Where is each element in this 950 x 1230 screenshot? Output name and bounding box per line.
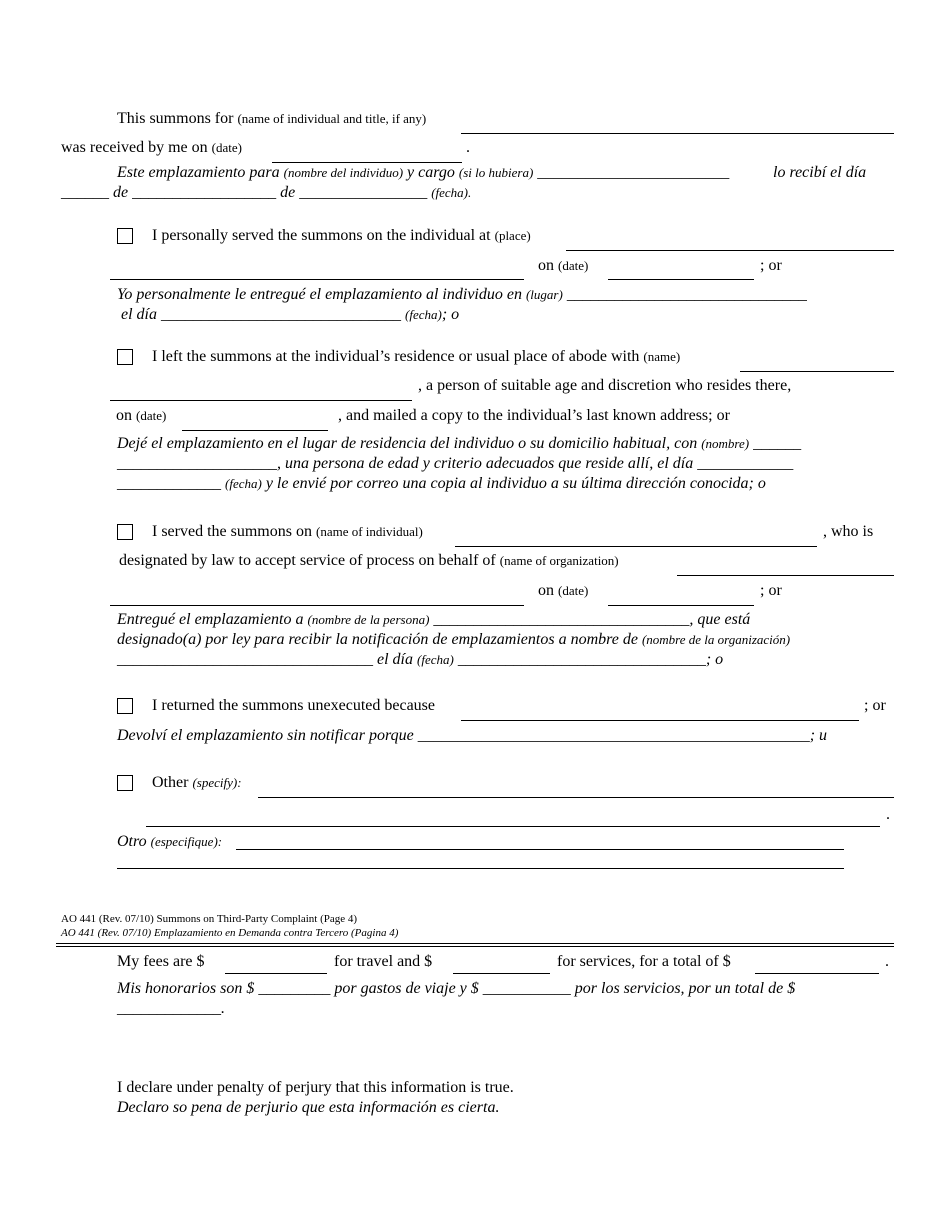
personal-service-checkbox[interactable] [117, 228, 133, 244]
other-label: Other (specify): [152, 774, 242, 791]
section-divider [56, 943, 894, 947]
residence-service-checkbox[interactable] [117, 349, 133, 365]
org-name-field-a[interactable] [677, 575, 894, 576]
residence-name-field-b[interactable] [110, 400, 412, 401]
org-date-field[interactable] [608, 605, 754, 606]
residence-person-text: , a person of suitable age and discretion who resides there, [418, 377, 792, 394]
personal-on-date-label: on (date) [538, 257, 589, 274]
org-on-date-label: on (date) [538, 582, 589, 599]
name-title-field[interactable] [461, 133, 894, 134]
org-service-label: I served the summons on (name of individual) [152, 523, 423, 540]
travel-fee-field[interactable] [225, 973, 327, 974]
place-field-a[interactable] [566, 250, 894, 251]
unexecuted-label: I returned the summons unexecuted because [152, 697, 436, 714]
fees-label: My fees are $ [117, 953, 205, 970]
es-org-line2: designado(a) por ley para recibir la notificación de emplazamientos a nombre de (nombre de la organización) [117, 631, 791, 648]
summons-for-label: This summons for (name of individual and title, if any) [117, 110, 427, 127]
es-unexecuted-line: Devolví el emplazamiento sin notificar porque _________________________________________________; u [117, 727, 828, 744]
es-personal-line2: el día ______________________________ (fecha); o [121, 306, 460, 323]
es-personal-line1: Yo personalmente le entregué el emplazamiento al individuo en (lugar) ______________________________ [117, 286, 807, 303]
personal-service-label: I personally served the summons on the individual at (place) [152, 227, 531, 244]
received-date-field[interactable] [272, 162, 462, 163]
other-specify-field-a[interactable] [258, 797, 894, 798]
other-checkbox[interactable] [117, 775, 133, 791]
residence-date-field[interactable] [182, 430, 328, 431]
es-received-line1: Este emplazamiento para (nombre del individuo) y cargo (si lo hubiera) ________________________ [117, 164, 730, 181]
unexecuted-reason-field[interactable] [461, 720, 859, 721]
es-residence-line2: ____________________, una persona de edad y criterio adecuados que reside allí, el día ____________ [117, 455, 794, 472]
fees-period: . [885, 953, 889, 970]
org-designated-label: designated by law to accept service of process on behalf of (name of organization) [119, 552, 619, 569]
services-fee-field[interactable] [453, 973, 550, 974]
declaration-en: I declare under penalty of perjury that this information is true. [117, 1079, 514, 1096]
received-by-label: was received by me on (date) [61, 139, 242, 156]
fees-travel-label: for travel and $ [334, 953, 433, 970]
residence-name-field-a[interactable] [740, 371, 894, 372]
es-residence-line3: _____________ (fecha) y le envié por correo una copia al individuo a su última dirección conocida; o [117, 475, 766, 492]
residence-on-date-label: on (date) [116, 407, 167, 424]
unexecuted-or: ; or [864, 697, 886, 714]
es-org-line3: ________________________________ el día (fecha) _______________________________; o [117, 651, 724, 668]
es-fees-line1: Mis honorarios son $ _________ por gastos de viaje y $ ___________ por los servicios, por un total de $ [117, 980, 796, 997]
residence-mailed-text: , and mailed a copy to the individual’s last known address; or [338, 407, 730, 424]
personal-date-field[interactable] [608, 279, 754, 280]
residence-service-label: I left the summons at the individual’s residence or usual place of abode with (name) [152, 348, 681, 365]
place-field-b[interactable] [110, 279, 524, 280]
es-other-field-a[interactable] [236, 849, 844, 850]
form-id-en: AO 441 (Rev. 07/10) Summons on Third-Party Complaint (Page 4) [61, 913, 358, 925]
es-recibi: lo recibí el día [773, 164, 867, 181]
other-specify-field-b[interactable] [146, 826, 880, 827]
org-individual-field[interactable] [455, 546, 817, 547]
form-id-es: AO 441 (Rev. 07/10) Emplazamiento en Demanda contra Tercero (Pagina 4) [61, 927, 399, 939]
fees-services-label: for services, for a total of $ [557, 953, 731, 970]
es-fees-line2: _____________. [117, 1000, 225, 1017]
es-org-line1: Entregué el emplazamiento a (nombre de la persona) ________________________________, que está [117, 611, 751, 628]
org-name-field-b[interactable] [110, 605, 524, 606]
org-who-is: , who is [823, 523, 874, 540]
declaration-es: Declaro so pena de perjurio que esta información es cierta. [117, 1099, 500, 1116]
other-period: . [886, 806, 890, 823]
personal-or: ; or [760, 257, 782, 274]
received-period: . [466, 139, 470, 156]
es-other-label: Otro (especifique): [117, 833, 223, 850]
unexecuted-checkbox[interactable] [117, 698, 133, 714]
es-other-field-b[interactable] [117, 868, 844, 869]
es-received-line2: ______ de __________________ de ________________ (fecha). [61, 184, 472, 201]
org-service-checkbox[interactable] [117, 524, 133, 540]
total-fee-field[interactable] [755, 973, 879, 974]
es-residence-line1: Dejé el emplazamiento en el lugar de residencia del individuo o su domicilio habitual, con (nombre) ______ [117, 435, 802, 452]
org-or: ; or [760, 582, 782, 599]
